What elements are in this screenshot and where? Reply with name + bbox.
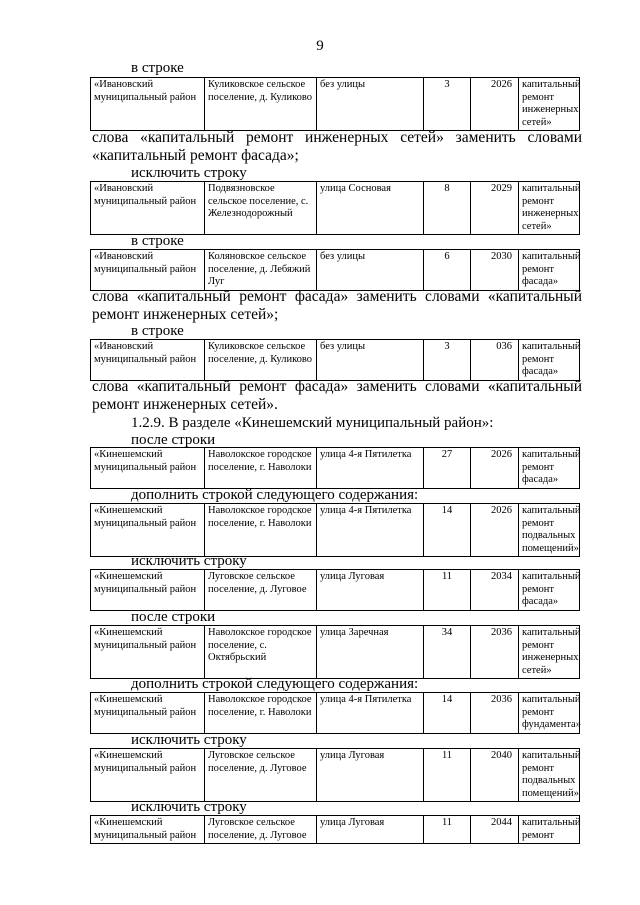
cell-street: без улицы	[317, 250, 424, 291]
cell-settlement: Наволокское городское поселение, г. Наволоки	[205, 693, 317, 734]
cell-district: «Ивановский муниципальный район	[91, 250, 205, 291]
label-v-stroke: в строке	[131, 233, 184, 249]
cell-settlement: Подвязновское сельское поселение, с. Железнодорожный	[205, 182, 317, 235]
table-row	[90, 815, 580, 844]
label-posle: после строки	[131, 432, 216, 448]
cell-street: улица Сосновая	[317, 182, 424, 235]
cell-year: 2030	[471, 250, 519, 291]
label-isklyuchit: исключить строку	[131, 165, 247, 181]
cell-district: «Ивановский муниципальный район	[91, 78, 205, 131]
cell-work-type: капитальный ремонт инженерных сетей»	[519, 626, 580, 679]
cell-house-number: 14	[424, 693, 471, 734]
label-v-stroke: в строке	[131, 60, 184, 76]
table-row	[90, 569, 580, 611]
cell-settlement: Наволокское городское поселение, с. Октябрьский	[205, 626, 317, 679]
table-row	[90, 249, 580, 291]
cell-district: «Кинешемский муниципальный район	[91, 749, 205, 802]
cell-year: 2044	[471, 816, 519, 844]
label-dopolnit: дополнить строкой следующего содержания:	[131, 487, 419, 503]
cell-house-number: 11	[424, 749, 471, 802]
table-row	[90, 181, 580, 235]
cell-house-number: 3	[424, 340, 471, 381]
paragraph: слова «капитальный ремонт фасада» заменить словами «капитальный ремонт инженерных сетей».	[92, 378, 582, 413]
cell-work-type: капитальный ремонт инженерных сетей»	[519, 182, 580, 235]
cell-district: «Ивановский муниципальный район	[91, 340, 205, 381]
cell-work-type: капитальный ремонт инженерных сетей»	[519, 78, 580, 131]
paragraph: слова «капитальный ремонт фасада» заменить словами «капитальный ремонт инженерных сетей»;	[92, 288, 582, 323]
cell-house-number: 8	[424, 182, 471, 235]
label-isklyuchit: исключить строку	[131, 799, 247, 815]
cell-settlement: Коляновское сельское поселение, д. Лебяжий Луг	[205, 250, 317, 291]
label-posle: после строки	[131, 609, 216, 625]
cell-district: «Кинешемский муниципальный район	[91, 504, 205, 557]
cell-settlement: Куликовское сельское поселение, д. Куликово	[205, 340, 317, 381]
label-isklyuchit: исключить строку	[131, 732, 247, 748]
cell-street: улица Луговая	[317, 816, 424, 844]
cell-work-type: капитальный ремонт фасада»	[519, 250, 580, 291]
cell-work-type: капитальный ремонт фундамента»	[519, 693, 580, 734]
cell-house-number: 11	[424, 570, 471, 611]
page-number: 9	[316, 38, 324, 54]
cell-settlement: Луговское сельское поселение, д. Луговое	[205, 749, 317, 802]
cell-house-number: 3	[424, 78, 471, 131]
cell-work-type: капитальный ремонт фасада»	[519, 340, 580, 381]
cell-district: «Кинешемский муниципальный район	[91, 693, 205, 734]
cell-district: «Кинешемский муниципальный район	[91, 816, 205, 844]
cell-work-type: капитальный ремонт подвальных помещений»	[519, 504, 580, 557]
cell-street: улица Луговая	[317, 570, 424, 611]
cell-year: 2029	[471, 182, 519, 235]
cell-work-type: капитальный ремонт фасада»	[519, 448, 580, 489]
cell-street: улица 4-я Пятилетка	[317, 448, 424, 489]
table-row	[90, 748, 580, 802]
cell-street: улица 4-я Пятилетка	[317, 693, 424, 734]
cell-district: «Кинешемский муниципальный район	[91, 448, 205, 489]
table-row	[90, 625, 580, 679]
cell-house-number: 6	[424, 250, 471, 291]
cell-year: 2026	[471, 448, 519, 489]
cell-house-number: 34	[424, 626, 471, 679]
cell-settlement: Луговское сельское поселение, д. Луговое	[205, 816, 317, 844]
cell-district: «Ивановский муниципальный район	[91, 182, 205, 235]
cell-settlement: Наволокское городское поселение, г. Наволоки	[205, 504, 317, 557]
cell-house-number: 14	[424, 504, 471, 557]
label-v-stroke: в строке	[131, 323, 184, 339]
cell-year: 2036	[471, 626, 519, 679]
cell-year: 2026	[471, 504, 519, 557]
section-heading: 1.2.9. В разделе «Кинешемский муниципальный район»:	[131, 415, 494, 431]
label-isklyuchit: исключить строку	[131, 553, 247, 569]
table-row	[90, 339, 580, 381]
cell-street: без улицы	[317, 78, 424, 131]
cell-year: 2040	[471, 749, 519, 802]
cell-district: «Кинешемский муниципальный район	[91, 570, 205, 611]
label-dopolnit: дополнить строкой следующего содержания:	[131, 676, 419, 692]
cell-street: без улицы	[317, 340, 424, 381]
cell-work-type: капитальный ремонт фасада»	[519, 570, 580, 611]
cell-year: 2034	[471, 570, 519, 611]
cell-year: 2026	[471, 78, 519, 131]
table-row	[90, 77, 580, 131]
cell-street: улица Луговая	[317, 749, 424, 802]
cell-work-type: капитальный ремонт	[519, 816, 580, 844]
cell-year: 2036	[471, 693, 519, 734]
cell-work-type: капитальный ремонт подвальных помещений»	[519, 749, 580, 802]
cell-house-number: 27	[424, 448, 471, 489]
cell-street: улица 4-я Пятилетка	[317, 504, 424, 557]
cell-settlement: Луговское сельское поселение, д. Луговое	[205, 570, 317, 611]
cell-house-number: 11	[424, 816, 471, 844]
table-row	[90, 447, 580, 489]
cell-street: улица Заречная	[317, 626, 424, 679]
cell-settlement: Наволокское городское поселение, г. Наволоки	[205, 448, 317, 489]
paragraph: слова «капитальный ремонт инженерных сетей» заменить словами «капитальный ремонт фасада»;	[92, 129, 582, 164]
table-row	[90, 692, 580, 734]
cell-district: «Кинешемский муниципальный район	[91, 626, 205, 679]
cell-year: 036	[471, 340, 519, 381]
table-row	[90, 503, 580, 557]
cell-settlement: Куликовское сельское поселение, д. Куликово	[205, 78, 317, 131]
